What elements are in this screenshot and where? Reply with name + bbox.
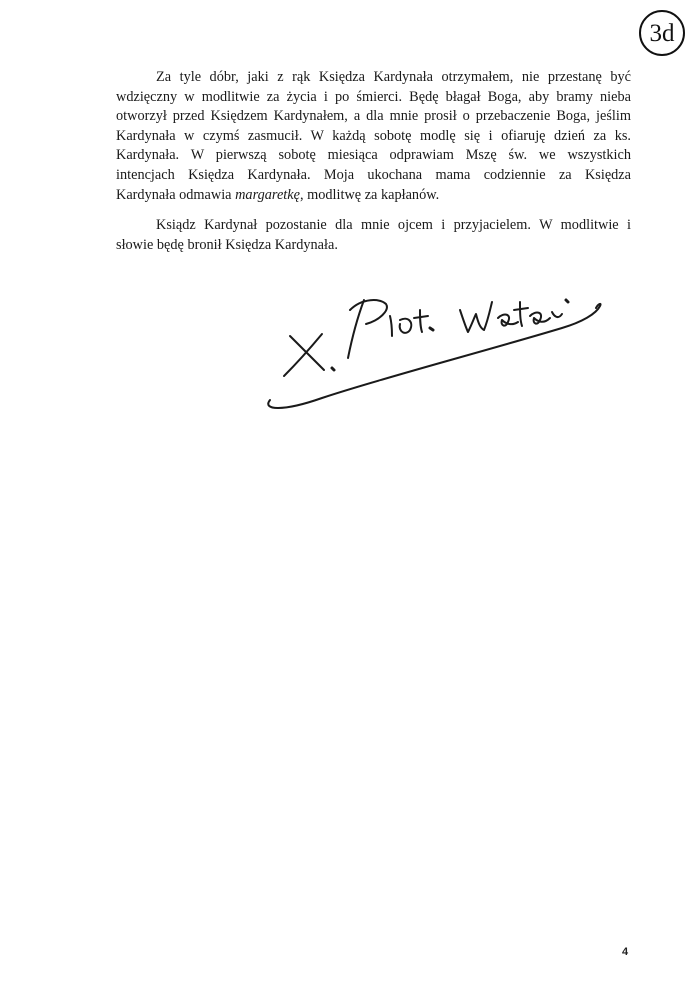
signature-stroke <box>498 315 518 326</box>
paragraph-line: Ksiądz Kardynał pozostanie dla mnie ojcem i przyjacielem. W modlitwie i <box>156 217 631 233</box>
paragraph-line: Kardynała. W pierwszą sobotę miesiąca odprawiam Mszę św. we wszystkich <box>116 147 631 164</box>
signature-stroke <box>284 334 322 376</box>
paragraph-2 <box>116 216 631 255</box>
signature-stroke <box>332 368 334 370</box>
page-number: 4 <box>622 946 629 958</box>
signature-stroke <box>566 300 568 302</box>
signature-stroke <box>390 316 392 336</box>
signature-stroke <box>400 319 412 333</box>
signature-stroke <box>552 312 562 317</box>
text-run: Kardynała odmawia <box>116 186 236 203</box>
signature-stroke <box>460 302 492 332</box>
paragraph-line <box>116 186 631 206</box>
signature-stroke <box>350 300 387 324</box>
paragraph-line: otworzył przed Księdzem Kardynałem, a dla mnie prosił o przebaczenie Boga, jeślim <box>116 108 631 125</box>
paragraph-line: intencjach Księdza Kardynała. Moja ukochana mama codziennie za Księdza <box>116 166 631 183</box>
text-run: , modlitwę za kapłanów. <box>299 186 440 203</box>
document-label-badge: 3d <box>639 10 685 56</box>
paragraph-line: Za tyle dóbr, jaki z rąk Księdza Kardynała otrzymałem, nie przestanę być <box>156 69 631 85</box>
paragraph-line: Kardynała w czymś zasmucił. W każdą sobotę modlę się i ofiaruję dzień za ks. <box>116 127 631 144</box>
paragraph-line: wdzięczny w modlitwie za życia i po śmierci. Będę błagał Boga, aby bramy nieba <box>116 88 631 105</box>
signature-stroke <box>530 313 550 324</box>
italic-term: margaretkę <box>235 186 300 203</box>
handwritten-signature <box>262 288 607 418</box>
signature-stroke <box>430 328 433 330</box>
signature-stroke <box>414 310 428 332</box>
paragraph-1 <box>116 68 631 205</box>
paragraph-line: słowie będę bronił Księdza Kardynała. <box>116 236 338 253</box>
signature-flourish <box>268 304 600 408</box>
